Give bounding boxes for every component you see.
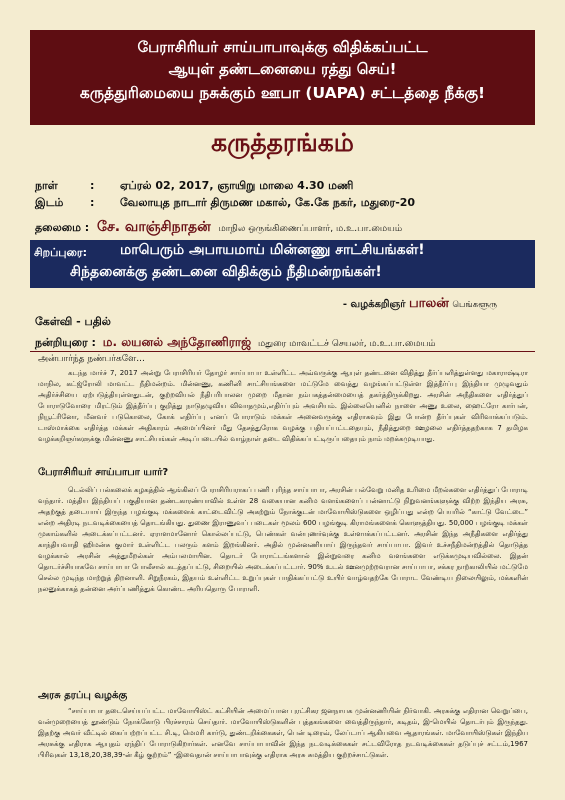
speaker-place: பெங்களூரு (452, 300, 497, 310)
header-line-3: கருத்துரிமையை நசுக்கும் ஊபா (UAPA) சட்டத்தை நீக்கு! (79, 84, 486, 102)
paragraph-2: டெல்லிப் பல்கலைக் கழகத்தில் ஆங்கிலப் பேராசிரியராகப் பணி புரிந்த சாய்பாபா, அரசின் பல்வேறு மனித உரிமை மீறல்களை எதிர்த்துப் போராடி வந்தார். மத்திய இந்தியப் பகுதியான தண்டகாரண்யாவில் உள்ள 28 வகையான கனிம வளங்களைப் பன்னாட்டு நிறுவனங்களுக்கு விற்ற இந்திய அரசு, அதற்குத் தடையாய் இருந்த பழங்குடி மக்களைக் காட்டைவிட்டு அகற்றும் நோக்குடன் மாவோயிஸ்டுகளை ஒழிப்பது என்ற பெயரில் “காட்டு வேட்டை” என்ற அதிரடி நடவடிக்கையைத் தொடங்கியது. துணை இராணுவப் படைகள் மூலம் 600 பழங்குடி கிராமங்களைக் கொளுத்தியது. 50,000 பழங்குடி மக்கள் முகாம்களில் அடைக்கப்பட்டனர். ஏராளமானோர் கொல்லப்பட்டு, பெண்கள் வன்புணர்வுக்கு உள்ளாக்கப்பட்டனர். அரசின் இந்த அநீதிகளை எதிர்த்து காந்தியவாதி ஹிமன்சு குமார் உள்ளிட்ட பலரும் களம் இறங்கினர். அதில் முன்னணியாய் இருந்தவர் சாய்பாபா. இவர் உச்சநீதிமன்றத்தில் தொடுத்த வழக்கால் அரசின் அத்துமீறல்கள் அம்பலமாயின. தொடர் போராட்டங்களால் இன்றுவரை கனிம வளங்களை எடுக்கமுடியவில்லை. இதன் தொடர்ச்சியாகவே சாய்பாபா போலீசால் கடத்தப்பட்டு, சிறையில் அடைக்கப்பட்டார். 90% உடல் ஊனமுற்றவரான சாய்பாபா, சக்கர நாற்காலியில் மட்டுமே செல்ல முடிந்த மாற்றுத் திறனாளி. சிறுநீரகம், இதயம் உள்ளிட்ட உறுப்புகள் பாதிக்கப்பட்டு உயிர் வாழ்வதற்கே போராட வேண்டிய நிலையிலும், மக்களின் நலனுக்காகத் தன்னை அர்ப்பணித்துக் கொண்ட அரியதொரு போராளி. (38, 486, 528, 593)
header-banner (30, 30, 535, 125)
chair-row (35, 219, 402, 237)
special-line-1: மாபெரும் அபாயமாய் மின்னணு சாட்சியங்கள்! (120, 242, 425, 258)
greeting: அன்பார்ந்த நண்பர்களே... (38, 354, 145, 364)
date-colon: : (90, 179, 95, 192)
chair-role: மாநில ஒருங்கிணைப்பாளர், ம.உ.பா.மையம் (218, 224, 403, 234)
header-line-1: பேராசிரியர் சாய்பாபாவுக்கு விதிக்கப்பட்ட (137, 38, 428, 56)
speaker-credit (343, 296, 497, 312)
thanks-name: ம. லயனல் அந்தோணிராஜ் (102, 335, 252, 349)
venue-value: வேலாயுத நாடார் திருமண மகால், கே.கே நகர், மதுரை-20 (120, 196, 416, 209)
paragraph-3: “சாய்பாபா தடைசெய்யப்பட்ட மாவோயிஸ்ட் கட்சியின் அமைப்பான புரட்சிகர ஜனநாயக முன்னணியின் நிர்வாகி. அரசுக்கு எதிரான வெறுப்பை, வன்முறையைத் தூண்டும் நோக்கோடு பிரச்சாரம் செய்தார். மாவோயிஸ்டுகளின் புத்தகங்களை வைத்திருந்தார், கடிதம், இ-மெயில் தொடர்பும் இருந்தது. இதற்கு அவர் வீட்டில் கைப்பற்றப்பட்ட சி.டி, மெமரி கார்டு, துண்டறிக்கைகள், பென் டிரைவ், லேப்டாப் ஆகியவை ஆதாரங்கள். மாவோயிஸ்டுகள் இந்திய அரசுக்கு எதிராக ஆயுதம் ஏந்திப் போராடுகிறார்கள். எனவே சாய்பாபாவின் இந்த நடவடிக்கைகள் சட்டவிரோத நடவடிக்கைகள் தடுப்புச் சட்டம்,1967 பிரிவுகள் 13,18,20,38,39-ன் கீழ் குற்றம்” -இவைதான் சாய்பாபாவுக்கு எதிராக அரசு சுமத்திய குற்றச்சாட்டுகள். (38, 707, 528, 759)
thanks-label: நன்றியுரை : (35, 336, 96, 349)
chair-name: சே. வாஞ்சிநாதன் (97, 219, 211, 235)
chair-label: தலைமை : (35, 221, 90, 234)
speaker-name: பாலன் (409, 296, 449, 311)
date-value: ஏப்ரல் 02, 2017, ஞாயிறு மாலை 4.30 மணி (120, 179, 354, 192)
venue-colon: : (90, 196, 95, 209)
venue-label: இடம் (35, 196, 64, 209)
thanks-row (35, 335, 436, 351)
date-label: நாள் (35, 179, 58, 192)
special-label: சிறப்புரை: (34, 246, 87, 259)
paragraph-1: கடந்த மார்ச் 7, 2017 அன்று பேராசிரியர் தோழர் சாய்பாபா உள்ளிட்ட அவ்வருக்கு ஆயுள் தண்டனை விதித்து தீர்ப்பளித்துள்ளது மகாராஷ்டிரா மாநில, கட்ஜ்ரோலி மாவட்ட நீதிமன்றம். மின்னணு, கணினி சாட்சியங்களை மட்டுமே வைத்து வழங்கப்பட்டுள்ள இத்தீர்ப்பு இந்தியா முழுவதும் அதிர்ச்சியை ஏற்படுத்தியுள்ளதுடன், குற்றவியல் நீதிபரிபாலன முறை மீதான நம்பகத்தன்மையைத் தகர்த்திருக்கிறது. அரசின் அநீதிகளை எதிர்த்துப் போராடுவோரை மிரட்டும் இத்தீர்ப்பு குறித்து நாடுதழுவிய விவாதமும்,எதிர்ப்பும் அவசியம். இல்லையெனில் நாளை அணு உலை, ஹைட்ரோ கார்பன், நியூட்ரினோ, மீனவர் படுகொலை, கோக் எதிர்ப்பு எனப் போராடும் மக்கள் அனைவருக்கு எதிராகவும் இது போன்ற தீர்ப்புகள் விரிவாக்கப்படும். டாஸ்மாக்கை எதிர்த்த மக்கள் அதிகாரம் அமைப்பினர் மீது தேசத்துரோக வழக்கு பதியப்பட்டதையும், நீதித்துறை ஊழலை எதிர்த்ததற்காக 7 தமிழக வழக்கறிஞர்களுக்கு மின்னணு சாட்சியங்கள் அடிப்படையில் வாழ்நாள் தடை விதிக்கப்பட்டிருப்பதையும் நாம் மறக்கமுடியாது. (38, 369, 528, 443)
section-who-is-saibaba: பேராசிரியர் சாய்பாபா யார்? (38, 467, 169, 478)
section-state-case: அரசு தரப்பு வழக்கு (38, 690, 128, 701)
event-title: கருத்தரங்கம் (211, 128, 354, 157)
thanks-role: மதுரை மாவட்டச் செயலர், ம.உ.பா.மையம் (258, 339, 436, 349)
qa-session: கேள்வி - பதில் (35, 315, 111, 328)
speaker-prefix: - வழக்கறிஞர் (342, 299, 406, 310)
header-line-2: ஆயுள் தண்டனையை ரத்து செய்! (168, 60, 397, 78)
special-line-2: சிந்தனைக்கு தண்டனை விதிக்கும் நீதிமன்றங்கள்! (70, 264, 382, 280)
divider (30, 351, 535, 352)
date-row (35, 178, 353, 194)
special-address-box (30, 240, 535, 288)
venue-row (35, 195, 415, 211)
